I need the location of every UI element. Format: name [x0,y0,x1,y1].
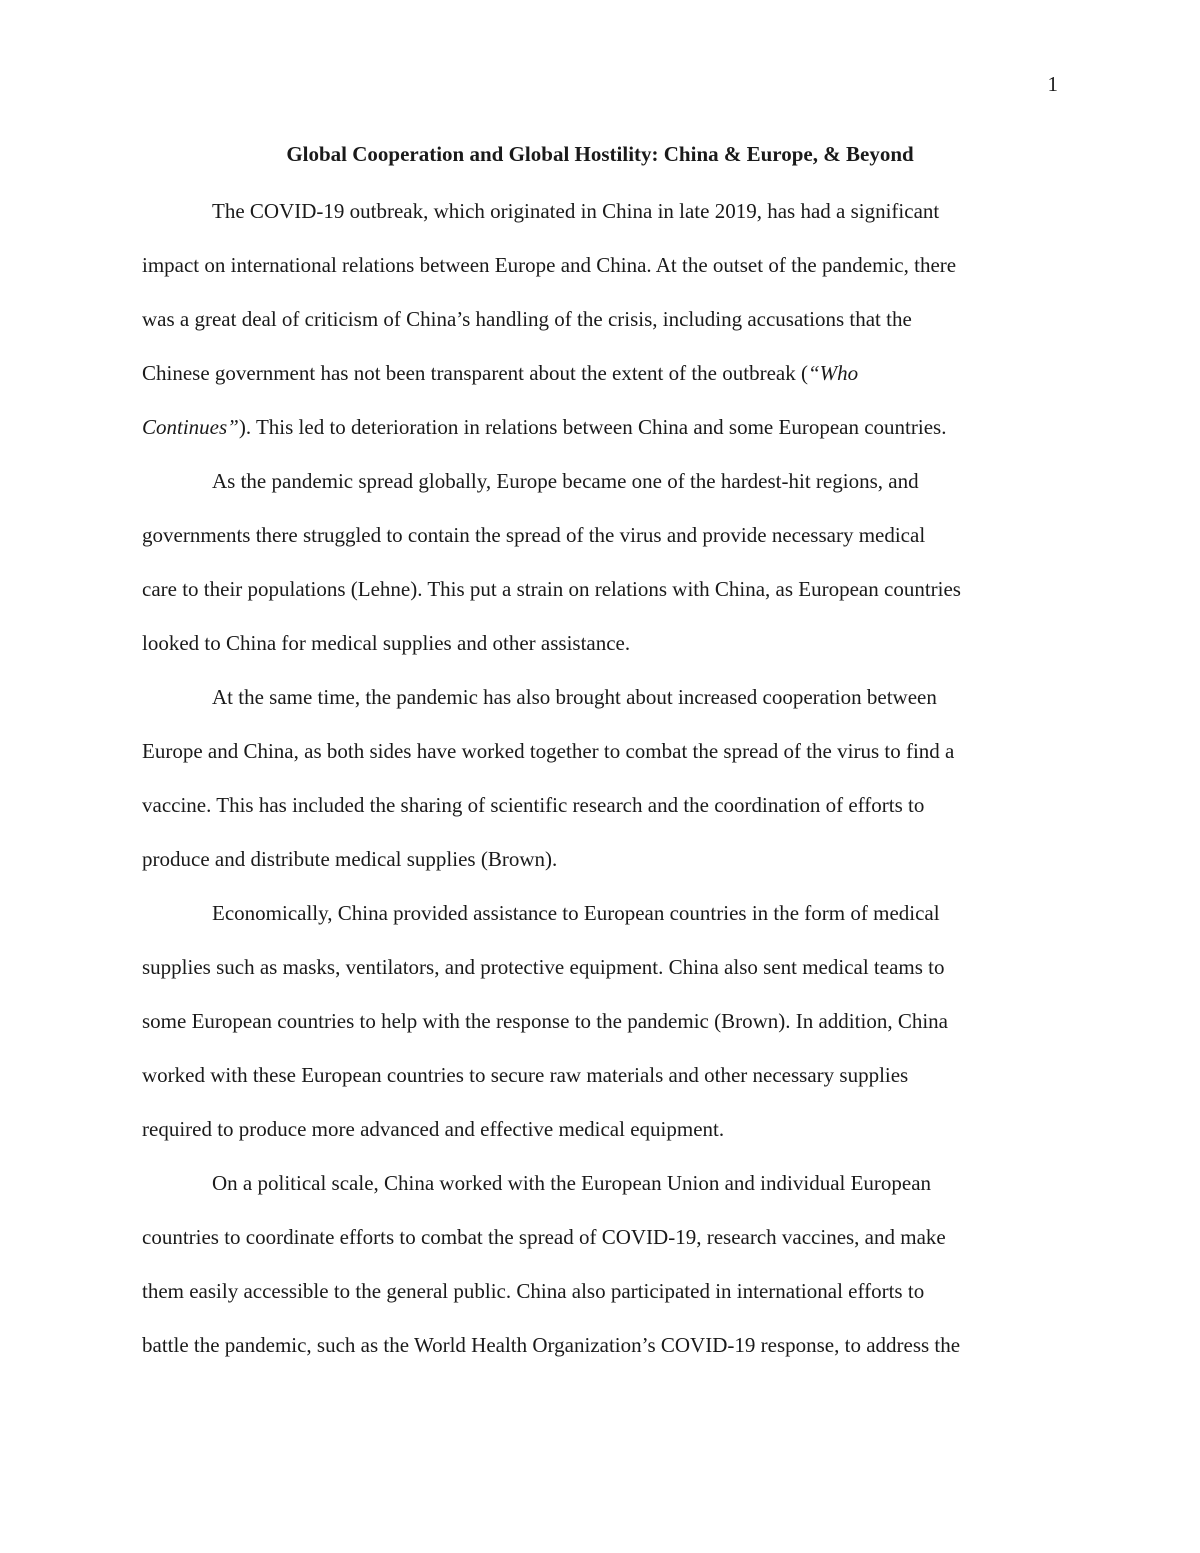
body-line: impact on international relations between Europe and China. At the outset of the pandemic, there [142,253,957,277]
body-line: care to their populations (Lehne). This put a strain on relations with China, as European countries [142,577,961,601]
body-line: battle the pandemic, such as the World Health Organization’s COVID-19 response, to address the [142,1333,961,1357]
body-line: On a political scale, China worked with the European Union and individual European [212,1171,932,1195]
body-line: countries to coordinate efforts to combat the spread of COVID-19, research vaccines, and make [142,1225,946,1249]
page-number: 1 [1047,72,1058,96]
body-line: At the same time, the pandemic has also brought about increased cooperation between [212,685,937,709]
body-line: required to produce more advanced and effective medical equipment. [142,1117,725,1141]
body-line: them easily accessible to the general public. China also participated in international efforts to [142,1279,925,1303]
body-line: Continues”). This led to deterioration in relations between China and some European countries. [142,415,947,439]
body-line: looked to China for medical supplies and other assistance. [142,631,631,655]
body-line: Chinese government has not been transparent about the extent of the outbreak (“Who [142,361,859,385]
body-line: some European countries to help with the response to the pandemic (Brown). In addition, China [142,1009,948,1033]
body-line: supplies such as masks, ventilators, and protective equipment. China also sent medical teams to [142,955,945,979]
body-line: produce and distribute medical supplies (Brown). [142,847,558,871]
body-line: worked with these European countries to secure raw materials and other necessary supplies [142,1063,909,1087]
body-line: governments there struggled to contain the spread of the virus and provide necessary medical [142,523,926,547]
body-line: Economically, China provided assistance to European countries in the form of medical [212,901,940,925]
body-line: was a great deal of criticism of China’s handling of the crisis, including accusations that the [142,307,912,331]
body-line: vaccine. This has included the sharing of scientific research and the coordination of efforts to [142,793,925,817]
body-line: As the pandemic spread globally, Europe became one of the hardest-hit regions, and [212,469,919,493]
body-line: Europe and China, as both sides have worked together to combat the spread of the virus to find a [142,739,955,763]
document-title: Global Cooperation and Global Hostility: China & Europe, & Beyond [286,142,914,166]
body-line: The COVID-19 outbreak, which originated in China in late 2019, has had a significant [212,199,940,223]
